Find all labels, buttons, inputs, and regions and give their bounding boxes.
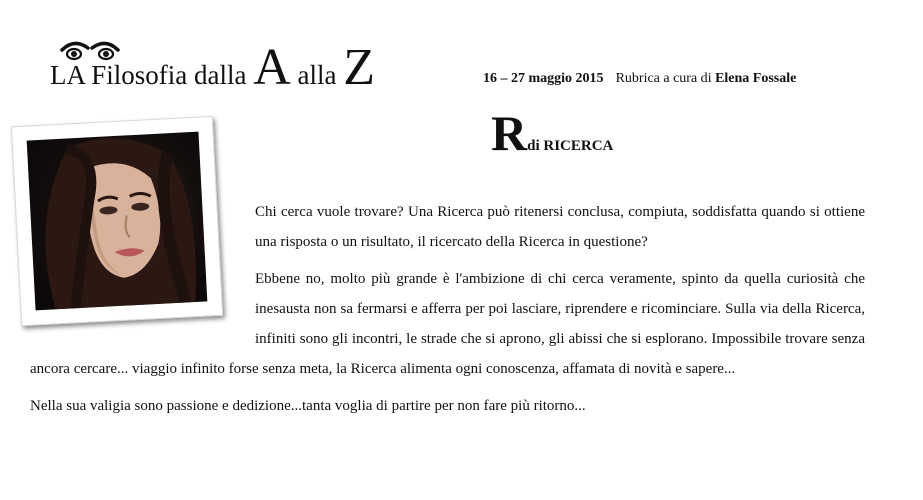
page-title xyxy=(50,39,376,96)
title-letter-a: A xyxy=(253,39,291,96)
rubric-prefix: Rubrica a cura di xyxy=(615,71,716,86)
article-paragraph: Ebbene no, molto più grande è l'ambizione di chi cerca veramente, spinto da quella curiosità che inesausta non sa fermarsi e afferra per poi lasciare, riprendere e ricominciare. Sulla via della Ricerca, infiniti sono gli incontri, le strade che si aprono, gli abissi che si esplorano. Impossibile trovare senza ancora cercare... viaggio infinito forse senza meta, la Ricerca alimenta ogni conoscenza, affamata di novità e sapere... xyxy=(30,271,865,377)
article-paragraph: Chi cerca vuole trovare? Una Ricerca può ritenersi conclusa, compiuta, soddisfatta quando si ottiene una risposta o un risultato, il ricercato della Ricerca in questione? xyxy=(255,204,865,250)
issue-date: 16 – 27 maggio 2015 xyxy=(483,71,604,86)
author-name: Elena Fossale xyxy=(715,71,797,86)
article-paragraph: Nella sua valigia sono passione e dedizione...tanta voglia di partire per non fare più ritorno... xyxy=(30,398,586,414)
section-heading xyxy=(491,105,614,161)
article-body xyxy=(30,197,865,428)
title-letter-z: Z xyxy=(343,39,376,96)
section-subtitle: di RICERCA xyxy=(527,138,614,154)
title-part-2: alla xyxy=(290,60,344,90)
title-part-1: LA Filosofia dalla xyxy=(50,60,254,90)
section-letter: R xyxy=(491,105,528,161)
photo-wrap-space xyxy=(30,197,255,337)
issue-meta xyxy=(483,71,796,87)
